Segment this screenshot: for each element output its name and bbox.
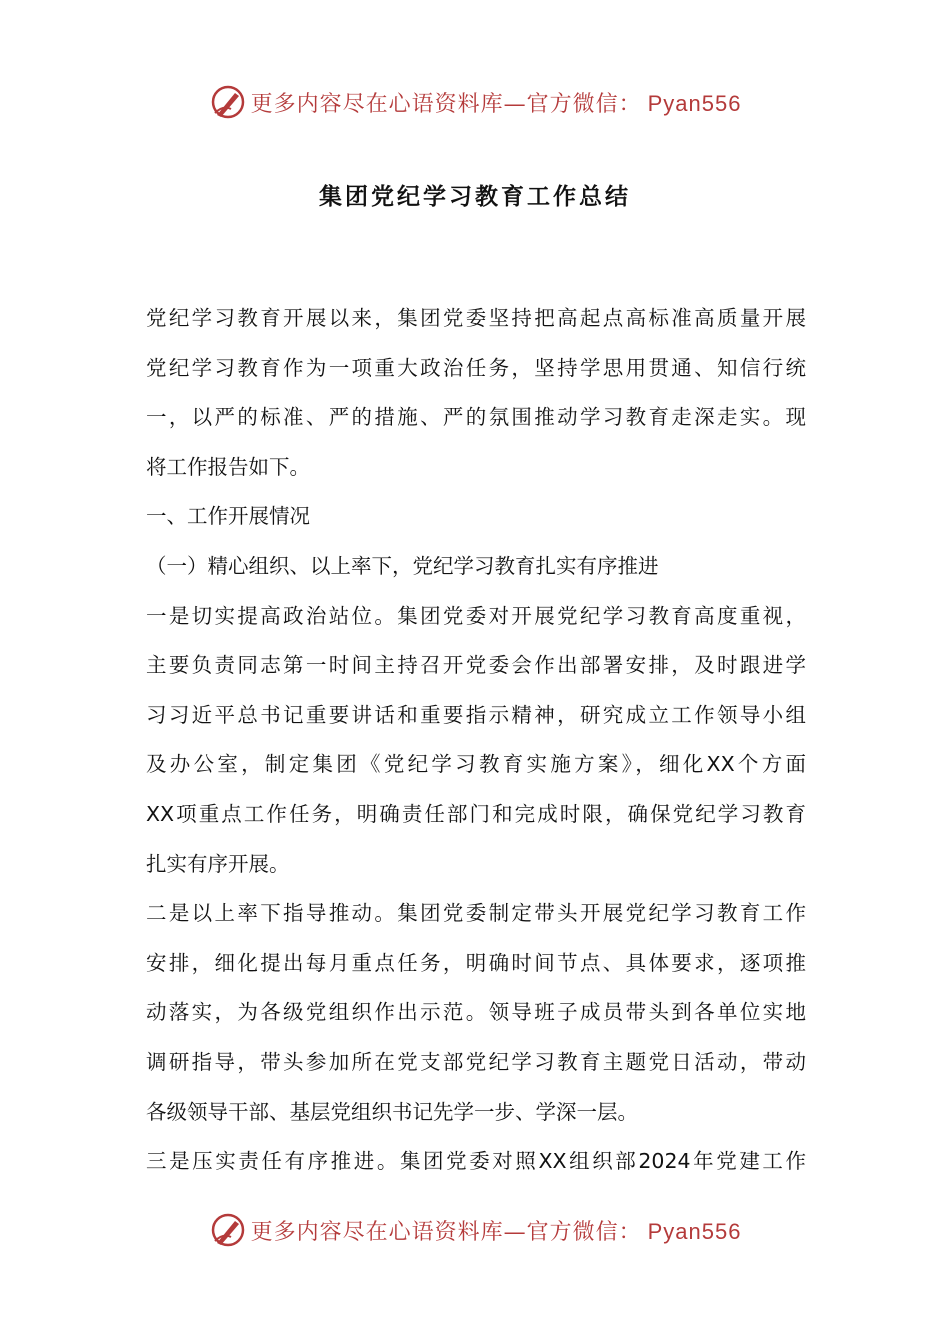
pen-logo-icon — [209, 1211, 247, 1249]
text-line: 习习近平总书记重要讲话和重要指示精神，研究成立工作领导小组 — [146, 702, 806, 727]
text-line: 三是压实责任有序推进。集团党委对照XX组织部2024年党建工作 — [146, 1149, 806, 1174]
text-line: 安排，细化提出每月重点任务，明确时间节点、具体要求，逐项推 — [146, 950, 806, 975]
footer-banner — [0, 1208, 950, 1252]
banner-contact: Pyan556 — [647, 1218, 742, 1244]
banner-contact: Pyan556 — [647, 90, 742, 116]
text-line: 及办公室，制定集团《党纪学习教育实施方案》，细化XX个方面 — [146, 752, 806, 777]
header-banner — [0, 80, 950, 124]
text-line: 一，以严的标准、严的措施、严的氛围推动学习教育走深走实。现 — [146, 405, 806, 430]
banner-text — [251, 87, 742, 118]
text-line: 党纪学习教育开展以来，集团党委坚持把高起点高标准高质量开展 — [146, 306, 806, 330]
text-line: XX项重点工作任务，明确责任部门和完成时限，确保党纪学习教育 — [146, 801, 806, 826]
banner-label: 更多内容尽在心语资料库—官方微信： — [250, 91, 642, 117]
banner-label: 更多内容尽在心语资料库—官方微信： — [250, 1219, 642, 1245]
text-line: 动落实，为各级党组织作出示范。领导班子成员带头到各单位实地 — [146, 1000, 806, 1025]
text-line: 二是以上率下指导推动。集团党委制定带头开展党纪学习教育工作 — [146, 901, 806, 926]
text-line: 将工作报告如下。 — [146, 454, 310, 479]
section-heading: 一、工作开展情况 — [146, 504, 310, 529]
document-title: 集团党纪学习教育工作总结 — [319, 184, 631, 210]
document-body — [146, 294, 806, 1187]
text-line: 扎实有序开展。 — [146, 851, 290, 876]
text-line: 各级领导干部、基层党组织书记先学一步、学深一层。 — [146, 1099, 638, 1124]
text-line: 党纪学习教育作为一项重大政治任务，坚持学思用贯通、知信行统 — [146, 355, 806, 380]
subsection-heading: （一）精心组织、以上率下，党纪学习教育扎实有序推进 — [146, 553, 659, 578]
text-line: 一是切实提高政治站位。集团党委对开展党纪学习教育高度重视， — [146, 603, 806, 628]
banner-text — [251, 1215, 742, 1246]
pen-logo-icon — [209, 83, 247, 121]
text-line: 主要负责同志第一时间主持召开党委会作出部署安排，及时跟进学 — [146, 653, 806, 678]
text-line: 调研指导，带头参加所在党支部党纪学习教育主题党日活动，带动 — [146, 1049, 806, 1074]
